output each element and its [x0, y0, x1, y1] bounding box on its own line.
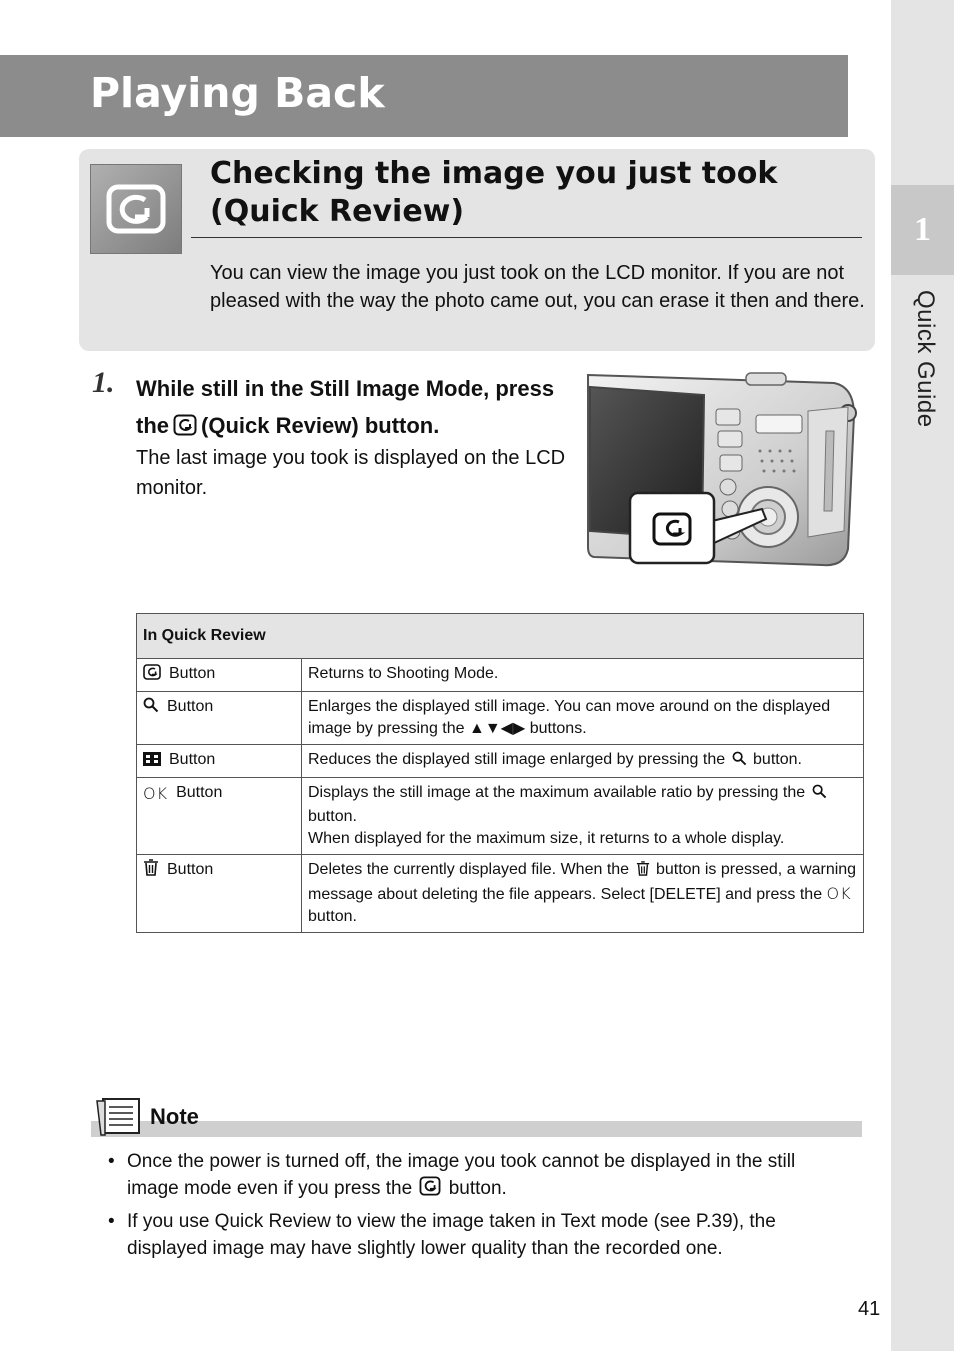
list-item: • If you use Quick Review to view the image taken in Text mode (see P.39), the displayed image may have slightly lower quality than the recorded one. [108, 1208, 843, 1262]
section-heading: Checking the image you just took (Quick Review) [210, 156, 778, 229]
ok-icon: OK [826, 884, 852, 903]
table-row: OK Button Displays the still image at the maximum available ratio by pressing the button. When displayed for the maximum size, it returns to a whole display. [137, 778, 864, 855]
table-row: Button Deletes the currently displayed file. When the button is pressed, a warning message about deleting the file appears. Select [DELETE] and press the OK button. [137, 855, 864, 933]
note-icon [95, 1097, 143, 1137]
quick-review-table [136, 613, 864, 933]
quick-review-icon [419, 1176, 441, 1204]
note-bar [91, 1121, 862, 1137]
note-list [108, 1148, 843, 1266]
page-title: Playing Back [90, 69, 385, 117]
page-number: 41 [858, 1298, 881, 1320]
camera-illustration [586, 371, 858, 567]
section-intro: You can view the image you just took on the LCD monitor. If you are not pleased with the way the photo came out, you can erase it then and there. [210, 262, 865, 312]
table-row: Button Returns to Shooting Mode. [137, 659, 864, 692]
note-title: Note [150, 1104, 199, 1129]
step-body: The last image you took is displayed on the LCD monitor. [136, 447, 566, 499]
table-row: Button Enlarges the displayed still image. You can move around on the displayed image by pressing the ▲▼◀▶ buttons. [137, 692, 864, 745]
trash-icon [636, 861, 650, 883]
table-header: In Quick Review [137, 614, 864, 659]
ok-icon: OK [143, 784, 169, 803]
section-rule [191, 237, 862, 238]
quick-review-icon [143, 664, 161, 687]
list-item: • Once the power is turned off, the image you took cannot be displayed in the still image mode even if you press the button. [108, 1148, 843, 1204]
arrow-keys-icon: ▲▼◀▶ [468, 720, 526, 737]
section-box [79, 149, 875, 351]
step-number: 1. [92, 366, 115, 399]
chapter-label: Quick Guide [912, 290, 939, 428]
trash-icon [143, 859, 159, 883]
title-bar [0, 55, 848, 137]
table-row: Button Reduces the displayed still image enlarged by pressing the button. [137, 745, 864, 778]
magnify-icon [812, 784, 827, 806]
thumbnail-icon [143, 751, 161, 773]
magnify-icon [732, 751, 747, 773]
quick-review-icon [90, 164, 182, 254]
step-heading: While still in the Still Image Mode, press the (Quick Review) button. [136, 370, 586, 447]
magnify-icon [143, 697, 159, 720]
chapter-number: 1 [891, 185, 954, 275]
quick-review-icon [173, 410, 197, 447]
